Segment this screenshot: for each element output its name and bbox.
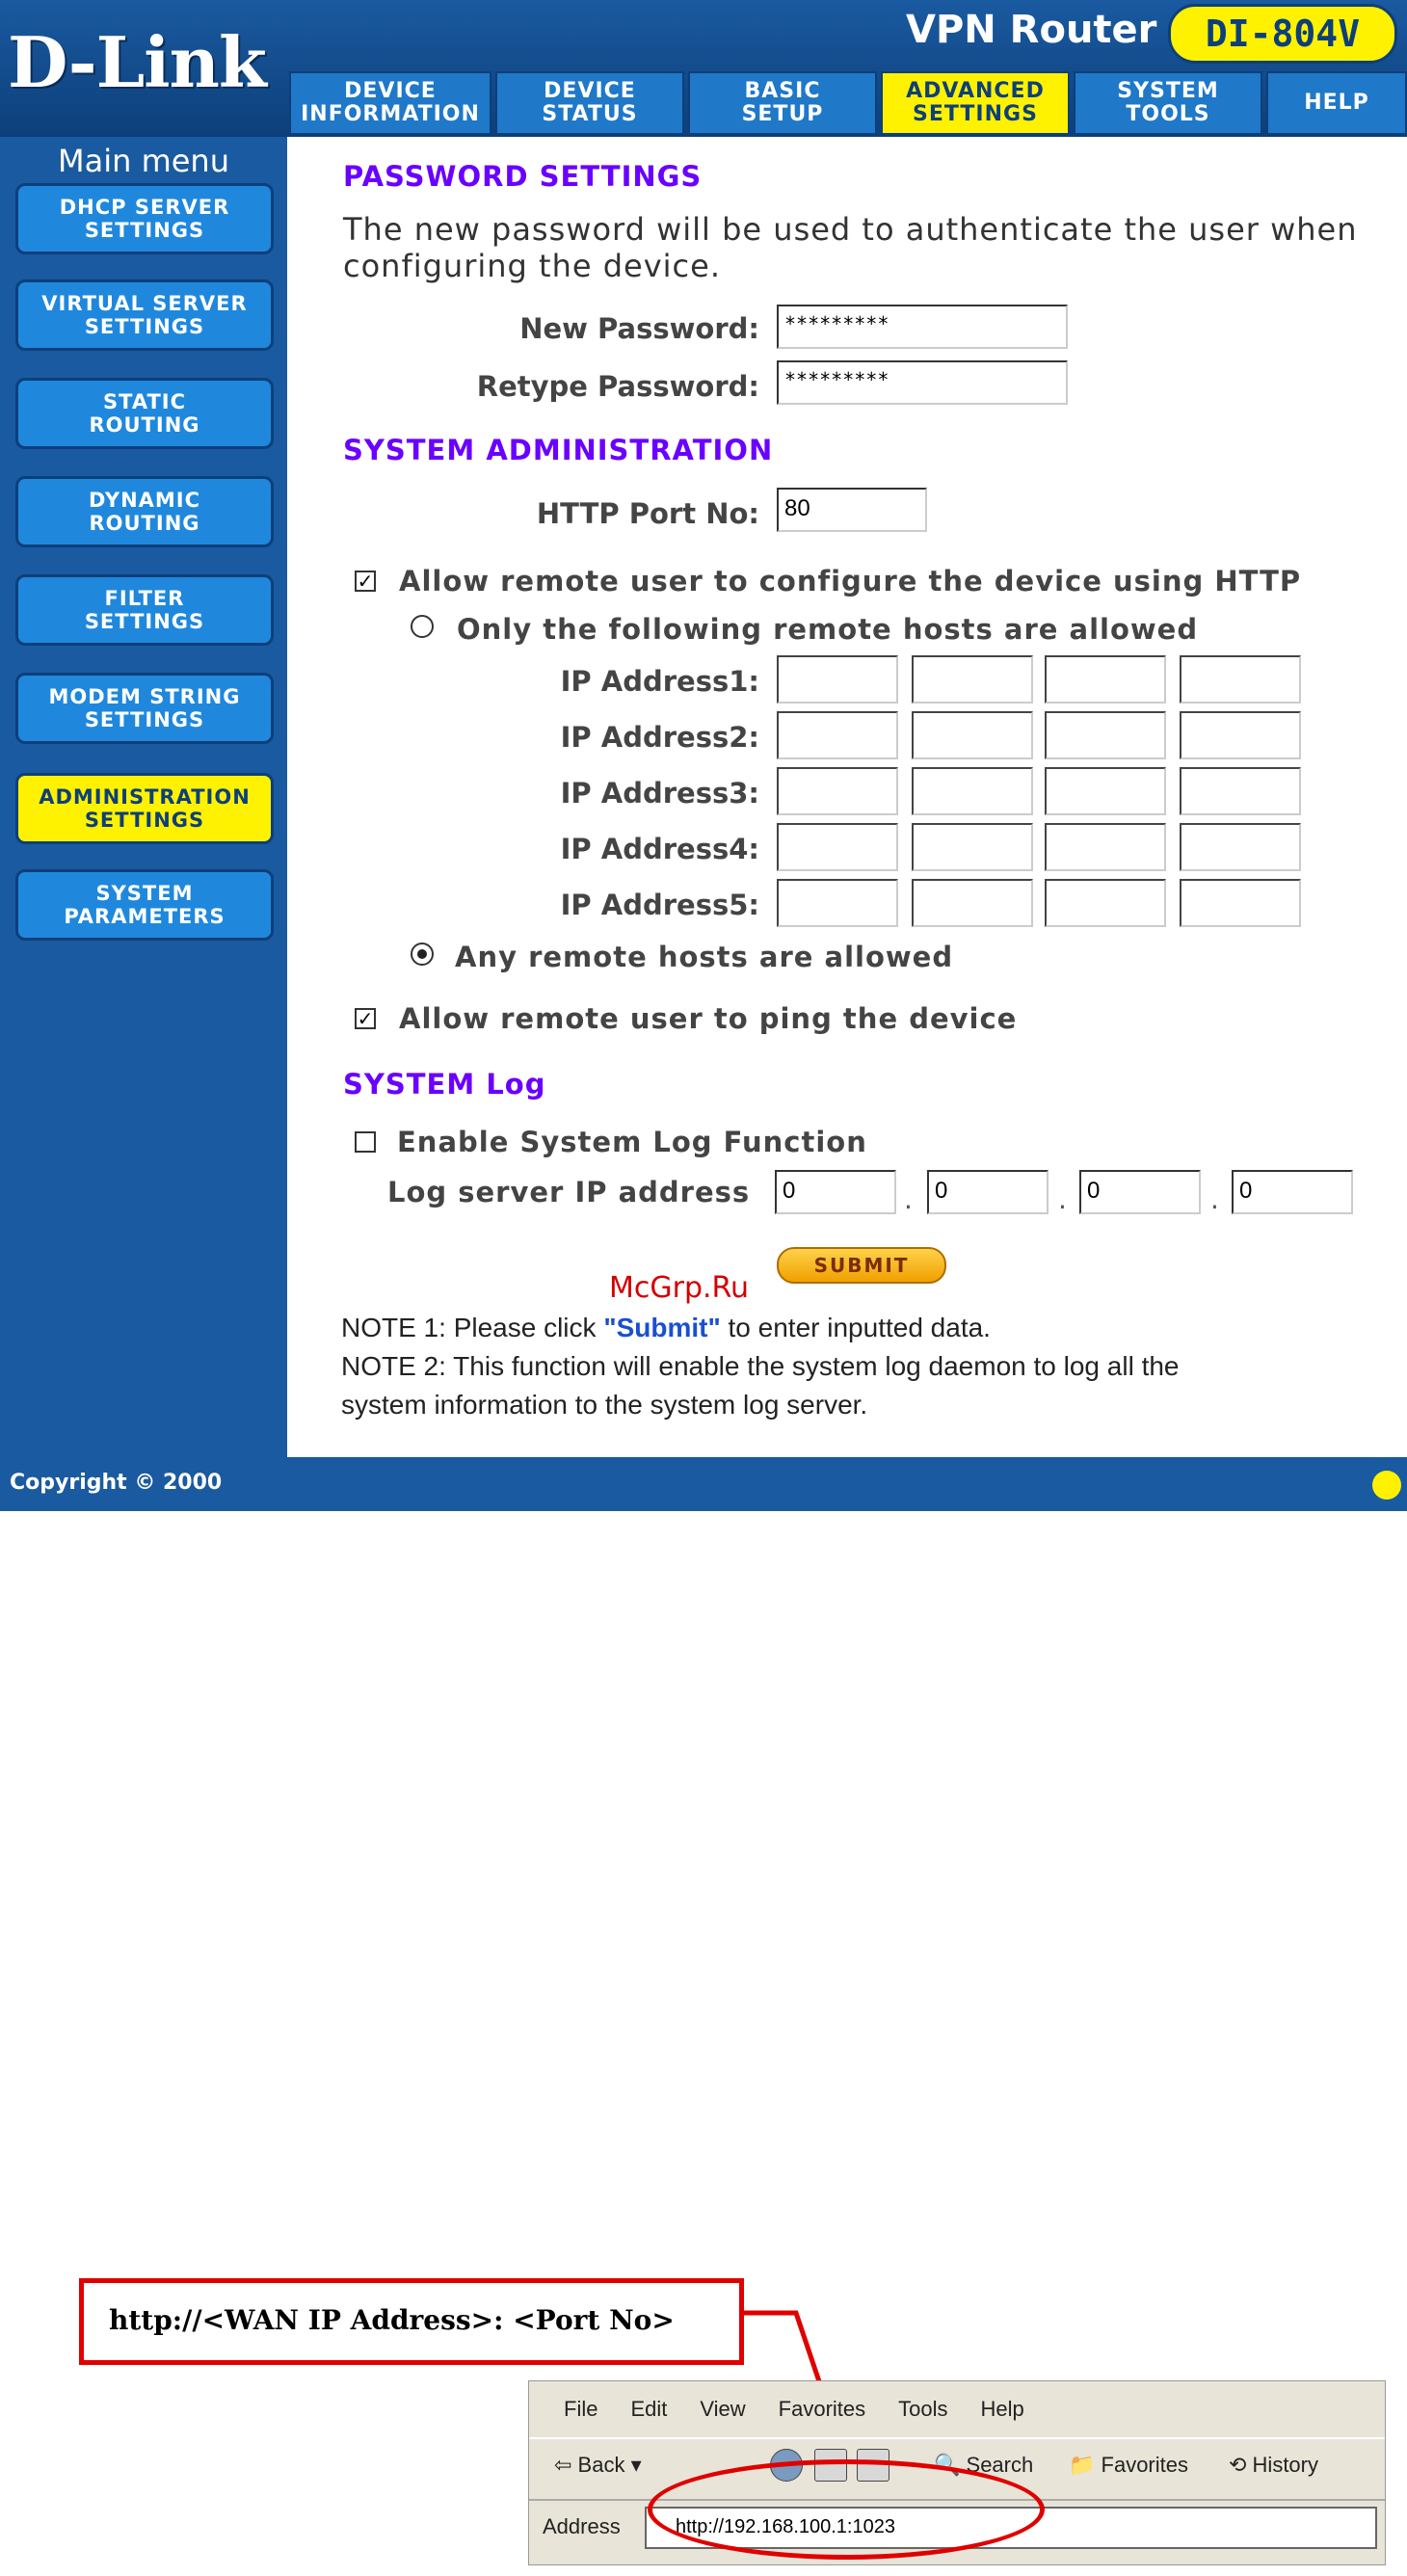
footer-band: [0, 1457, 1407, 1511]
sidebar-item-administration-settings[interactable]: ADMINISTRATION SETTINGS: [15, 773, 274, 844]
log-server-ip-octet3[interactable]: 0: [1079, 1170, 1201, 1214]
ip-address2-octet2[interactable]: [912, 711, 1033, 759]
sidebar-item-system-parameters[interactable]: SYSTEM PARAMETERS: [15, 869, 274, 941]
system-log-heading: SYSTEM Log: [343, 1068, 546, 1101]
address-highlight-ellipse: [648, 2459, 1045, 2560]
any-remote-hosts-radio[interactable]: [411, 943, 434, 966]
allow-remote-config-label: Allow remote user to configure the device using HTTP: [399, 565, 1302, 598]
ip-address1-octet3[interactable]: [1045, 655, 1166, 704]
menu-view[interactable]: View: [700, 2397, 746, 2421]
note1-submit-link: "Submit": [603, 1313, 721, 1342]
address-input[interactable]: http://192.168.100.1:1023: [645, 2507, 1377, 2549]
ip-address1-octet1[interactable]: [777, 655, 898, 704]
menu-tools[interactable]: Tools: [898, 2397, 948, 2421]
history-label: History: [1252, 2453, 1318, 2477]
search-label: Search: [966, 2453, 1034, 2477]
url-format-text: http://<WAN IP Address>: <Port No>: [109, 2304, 675, 2336]
any-remote-hosts-label: Any remote hosts are allowed: [455, 941, 954, 973]
submit-button[interactable]: SUBMIT: [777, 1247, 946, 1284]
browser-menubar: [529, 2381, 1385, 2437]
sidebar-item-virtual-server-settings[interactable]: VIRTUAL SERVER SETTINGS: [15, 279, 274, 351]
ip-address4-label: IP Address4:: [560, 833, 759, 865]
ip-address3-octet4[interactable]: [1180, 767, 1301, 815]
tab-help[interactable]: HELP: [1266, 71, 1407, 135]
new-password-label: New Password:: [519, 312, 759, 345]
url-format-callout: [79, 2278, 744, 2365]
model-badge: DI-804V: [1168, 4, 1397, 64]
ip-address3-octet2[interactable]: [912, 767, 1033, 815]
sidebar-item-static-routing[interactable]: STATIC ROUTING: [15, 378, 274, 449]
tab-device-status[interactable]: DEVICE STATUS: [495, 71, 684, 135]
ip-address3-octet1[interactable]: [777, 767, 898, 815]
sidebar-item-modem-string-settings[interactable]: MODEM STRING SETTINGS: [15, 673, 274, 744]
header-band: [0, 0, 1407, 137]
password-description-line2: configuring the device.: [343, 248, 721, 284]
note1-suffix: to enter inputted data.: [720, 1313, 991, 1342]
menu-file[interactable]: File: [564, 2397, 598, 2421]
sidebar-item-dynamic-routing[interactable]: DYNAMIC ROUTING: [15, 476, 274, 547]
ip-address5-octet4[interactable]: [1180, 879, 1301, 927]
retype-password-label: Retype Password:: [476, 370, 759, 403]
enable-system-log-label: Enable System Log Function: [397, 1126, 867, 1158]
tab-device-information[interactable]: DEVICE INFORMATION: [289, 71, 491, 135]
tab-advanced-settings[interactable]: ADVANCED SETTINGS: [881, 71, 1070, 135]
dlink-logo: D-Link: [8, 21, 266, 103]
allow-ping-label: Allow remote user to ping the device: [399, 1002, 1018, 1035]
ip-dot-separator: .: [1210, 1183, 1219, 1215]
ip-address2-octet4[interactable]: [1180, 711, 1301, 759]
sidebar: [0, 137, 287, 1457]
log-server-ip-label: Log server IP address: [387, 1176, 751, 1208]
log-server-ip-octet4[interactable]: 0: [1232, 1170, 1353, 1214]
ip-address3-octet3[interactable]: [1045, 767, 1166, 815]
ip-address4-octet3[interactable]: [1045, 823, 1166, 871]
menu-help[interactable]: Help: [980, 2397, 1024, 2421]
menu-edit[interactable]: Edit: [630, 2397, 668, 2421]
enable-system-log-checkbox[interactable]: [355, 1131, 376, 1153]
address-label: Address: [543, 2514, 621, 2538]
ip-address2-label: IP Address2:: [560, 721, 759, 754]
ip-address3-label: IP Address3:: [560, 777, 759, 810]
main-content: [287, 137, 1407, 1457]
ip-address5-octet1[interactable]: [777, 879, 898, 927]
watermark: McGrp.Ru: [609, 1271, 750, 1305]
sidebar-title: Main menu: [58, 143, 229, 179]
password-description-line1: The new password will be used to authenticate the user when: [343, 211, 1358, 248]
note1-prefix: NOTE 1: Please click: [341, 1313, 604, 1342]
allow-ping-checkbox[interactable]: ✓: [355, 1008, 376, 1029]
ip-address4-octet1[interactable]: [777, 823, 898, 871]
allow-remote-config-checkbox[interactable]: ✓: [355, 571, 376, 592]
product-name: VPN Router: [906, 8, 1157, 52]
favorites-button[interactable]: 📁 Favorites: [1069, 2453, 1188, 2477]
password-settings-heading: PASSWORD SETTINGS: [343, 160, 703, 193]
ip-dot-separator: .: [1058, 1183, 1067, 1215]
search-button[interactable]: 🔍 Search: [934, 2453, 1034, 2477]
log-server-ip-octet2[interactable]: 0: [927, 1170, 1049, 1214]
ip-address4-octet4[interactable]: [1180, 823, 1301, 871]
ip-address5-octet2[interactable]: [912, 879, 1033, 927]
ip-address1-label: IP Address1:: [560, 665, 759, 698]
tab-system-tools[interactable]: SYSTEM TOOLS: [1074, 71, 1262, 135]
log-server-ip-octet1[interactable]: 0: [775, 1170, 896, 1214]
retype-password-field[interactable]: *********: [777, 360, 1068, 405]
only-following-hosts-label: Only the following remote hosts are allowed: [457, 613, 1199, 646]
tab-basic-setup[interactable]: BASIC SETUP: [688, 71, 877, 135]
ip-address4-octet2[interactable]: [912, 823, 1033, 871]
back-label: Back: [577, 2453, 625, 2477]
ip-address1-octet2[interactable]: [912, 655, 1033, 704]
back-button[interactable]: ⇦ Back ▾: [554, 2453, 642, 2477]
ip-address5-octet3[interactable]: [1045, 879, 1166, 927]
ip-address1-octet4[interactable]: [1180, 655, 1301, 704]
ip-address5-label: IP Address5:: [560, 889, 759, 921]
note-1: [341, 1313, 991, 1343]
note-2-line1: NOTE 2: This function will enable the system log daemon to log all the: [341, 1351, 1180, 1381]
sidebar-item-dhcp-server-settings[interactable]: DHCP SERVER SETTINGS: [15, 183, 274, 254]
only-following-hosts-radio[interactable]: [411, 615, 434, 638]
history-button[interactable]: ⟲ History: [1229, 2453, 1318, 2477]
ip-dot-separator: .: [904, 1183, 913, 1215]
http-port-field[interactable]: 80: [777, 488, 927, 532]
menu-favorites[interactable]: Favorites: [778, 2397, 866, 2421]
system-administration-heading: SYSTEM ADMINISTRATION: [343, 434, 774, 466]
note-2-line2: system information to the system log server.: [341, 1390, 868, 1420]
copyright-text: Copyright © 2000: [10, 1471, 223, 1495]
status-dot-icon: [1372, 1471, 1401, 1500]
top-nav: [289, 71, 1407, 137]
favorites-label: Favorites: [1101, 2453, 1188, 2477]
ip-address2-octet3[interactable]: [1045, 711, 1166, 759]
new-password-field[interactable]: *********: [777, 305, 1068, 349]
sidebar-item-filter-settings[interactable]: FILTER SETTINGS: [15, 574, 274, 646]
http-port-label: HTTP Port No:: [536, 497, 759, 530]
ip-address2-octet1[interactable]: [777, 711, 898, 759]
